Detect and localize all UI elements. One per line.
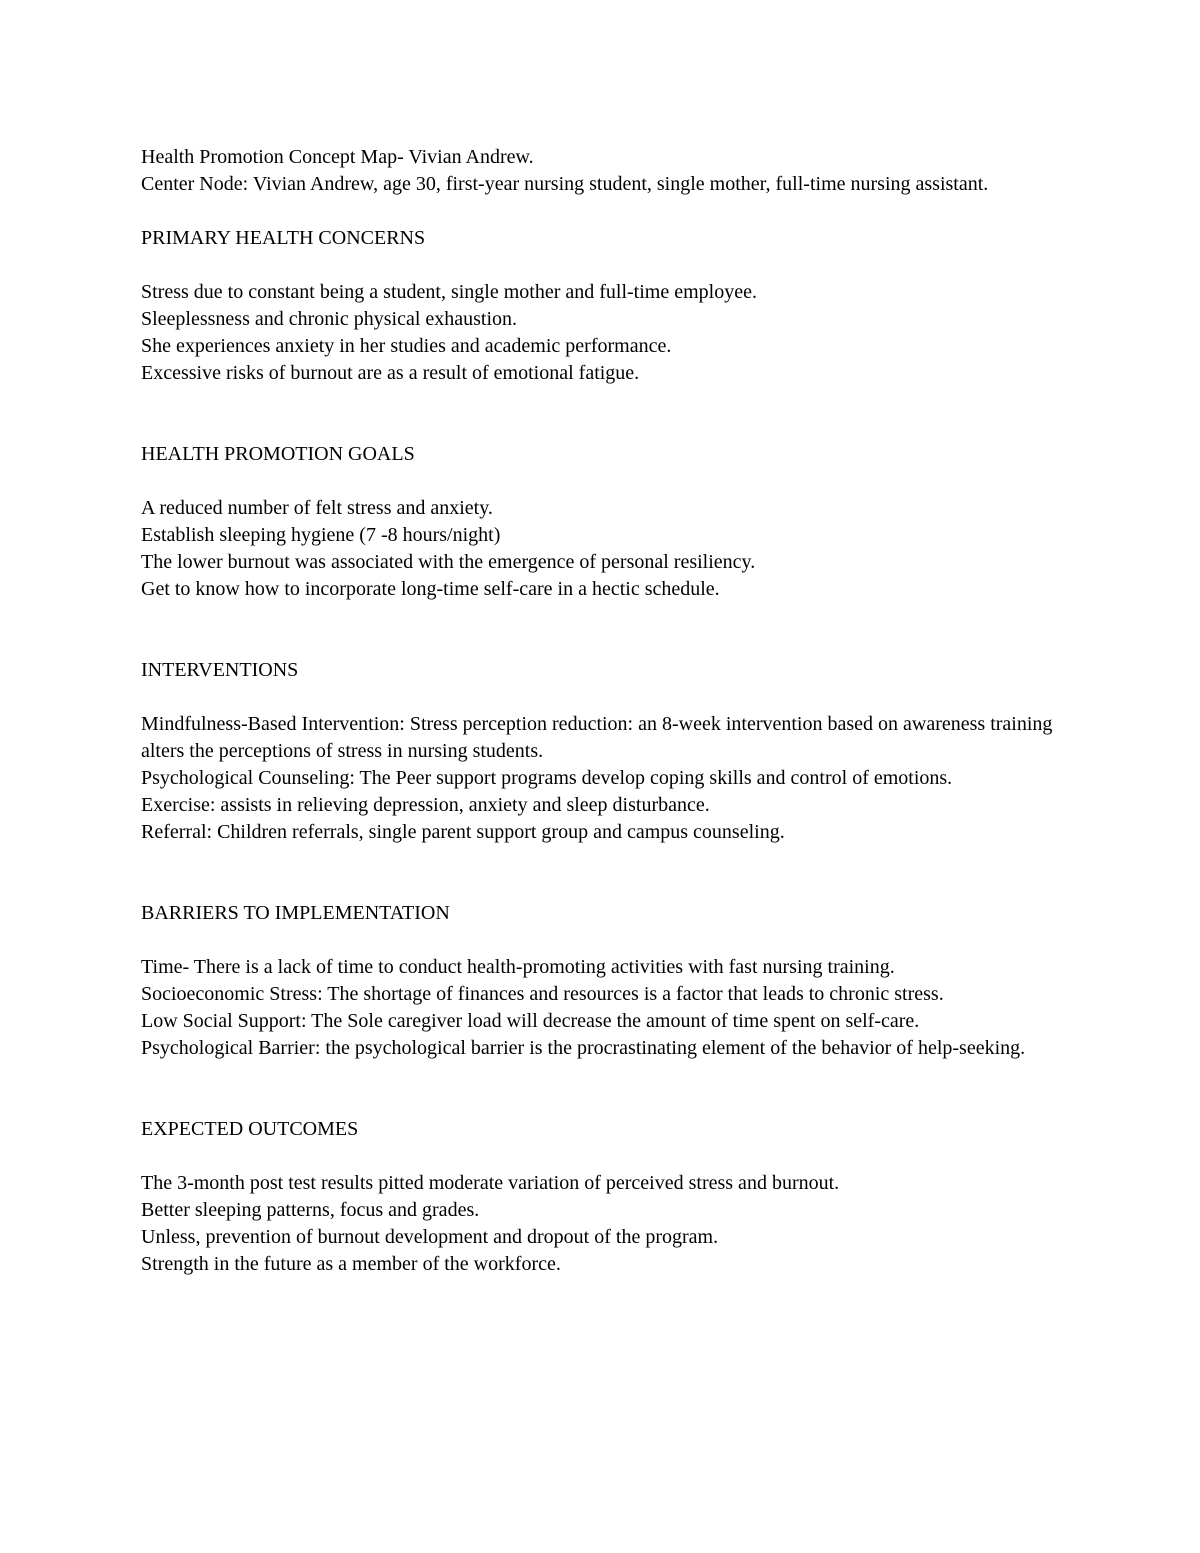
list-item: Better sleeping patterns, focus and grades. <box>141 1199 480 1221</box>
list-item: Referral: Children referrals, single parent support group and campus counseling. <box>141 821 785 843</box>
section-health-promotion-goals <box>141 441 1066 603</box>
section-expected-outcomes <box>141 1116 1066 1278</box>
document-title: Health Promotion Concept Map- Vivian Andrew. <box>141 146 534 168</box>
document-body <box>141 144 1066 1278</box>
list-item: The 3-month post test results pitted moderate variation of perceived stress and burnout. <box>141 1172 840 1194</box>
section-interventions <box>141 657 1066 846</box>
list-item: Exercise: assists in relieving depression, anxiety and sleep disturbance. <box>141 794 710 816</box>
list-item: Socioeconomic Stress: The shortage of finances and resources is a factor that leads to chronic stress. <box>141 983 944 1005</box>
list-item: Time- There is a lack of time to conduct health-promoting activities with fast nursing training. <box>141 956 895 978</box>
list-item: Mindfulness-Based Intervention: Stress perception reduction: an 8-week intervention based on awareness training alters the perceptions of stress in nursing students. <box>141 713 1053 762</box>
list-item: Excessive risks of burnout are as a result of emotional fatigue. <box>141 362 640 384</box>
list-item: Stress due to constant being a student, single mother and full-time employee. <box>141 281 757 303</box>
list-item: Get to know how to incorporate long-time self-care in a hectic schedule. <box>141 578 720 600</box>
section-heading: EXPECTED OUTCOMES <box>141 1118 359 1140</box>
section-heading: PRIMARY HEALTH CONCERNS <box>141 227 426 249</box>
list-item: Establish sleeping hygiene (7 -8 hours/night) <box>141 524 501 546</box>
list-item: Strength in the future as a member of the workforce. <box>141 1253 561 1275</box>
section-primary-health-concerns <box>141 225 1066 387</box>
center-node: Center Node: Vivian Andrew, age 30, first-year nursing student, single mother, full-time nursing assistant. <box>141 173 989 195</box>
list-item: Sleeplessness and chronic physical exhaustion. <box>141 308 518 330</box>
section-barriers-to-implementation <box>141 900 1066 1062</box>
list-item: The lower burnout was associated with the emergence of personal resiliency. <box>141 551 756 573</box>
list-item: Unless, prevention of burnout development and dropout of the program. <box>141 1226 719 1248</box>
section-heading: INTERVENTIONS <box>141 659 299 681</box>
list-item: Psychological Barrier: the psychological barrier is the procrastinating element of the behavior of help-seeking. <box>141 1037 1026 1059</box>
section-heading: HEALTH PROMOTION GOALS <box>141 443 415 465</box>
list-item: Psychological Counseling: The Peer support programs develop coping skills and control of emotions. <box>141 767 953 789</box>
section-heading: BARRIERS TO IMPLEMENTATION <box>141 902 450 924</box>
list-item: She experiences anxiety in her studies and academic performance. <box>141 335 672 357</box>
list-item: A reduced number of felt stress and anxiety. <box>141 497 493 519</box>
list-item: Low Social Support: The Sole caregiver load will decrease the amount of time spent on self-care. <box>141 1010 920 1032</box>
